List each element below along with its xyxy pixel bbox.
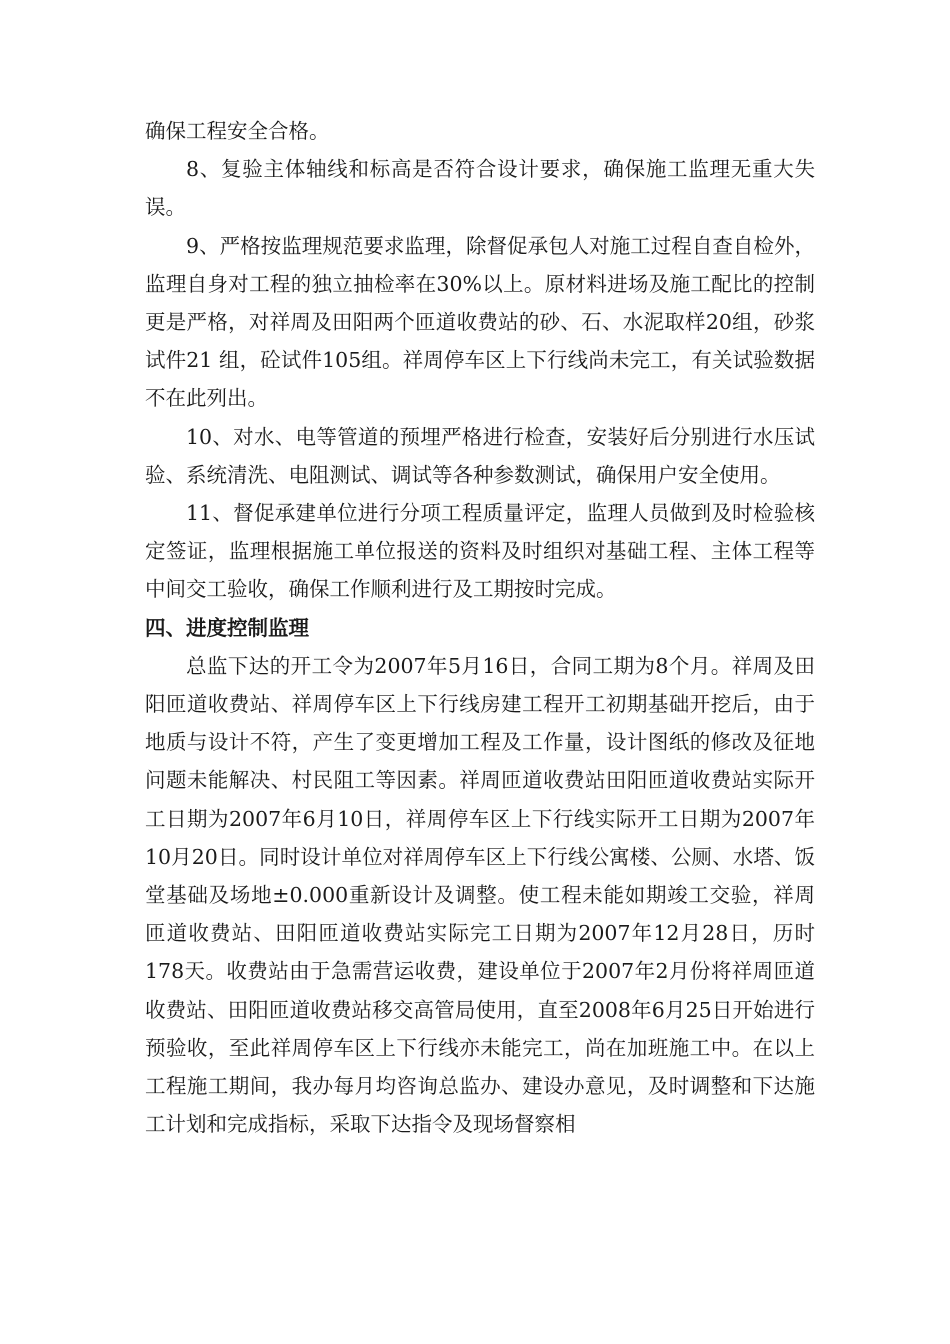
- paragraph-item-8: 8、复验主体轴线和标高是否符合设计要求，确保施工监理无重大失误。: [145, 157, 815, 220]
- section-heading: 四、进度控制监理: [145, 615, 309, 640]
- paragraph-continuation: 确保工程安全合格。: [145, 119, 330, 143]
- paragraph-item-11: 11、督促承建单位进行分项工程质量评定，监理人员做到及时检验核定签证，监理根据施工单位报送的资料及时组织对基础工程、主体工程等中间交工验收，确保工作顺利进行及工期按时完成。: [145, 501, 815, 602]
- paragraph-item-9: 9、严格按监理规范要求监理，除督促承包人对施工过程自查自检外，监理自身对工程的独立抽检率在30%以上。原材料进场及施工配比的控制更是严格，对祥周及田阳两个匝道收费站的砂、石、水泥取样20组，砂浆试件21 组，砼试件105组。祥周停车区上下行线尚未完工，有关试验数据不在此列出。: [145, 233, 815, 411]
- document-body: [145, 112, 815, 1143]
- section-paragraph: 总监下达的开工令为2007年5月16日，合同工期为8个月。祥周及田阳匝道收费站、祥周停车区上下行线房建工程开工初期基础开挖后，由于地质与设计不符，产生了变更增加工程及工作量，设计图纸的修改及征地问题未能解决、村民阻工等因素。祥周匝道收费站田阳匝道收费站实际开工日期为2007年6月10日，祥周停车区上下行线实际开工日期为2007年10月20日。同时设计单位对祥周停车区上下行线公寓楼、公厕、水塔、饭堂基础及场地±0.000重新设计及调整。使工程未能如期竣工交验，祥周匝道收费站、田阳匝道收费站实际完工日期为2007年12月28日，历时178天。收费站由于急需营运收费，建设单位于2007年2月份将祥周匝道收费站、田阳匝道收费站移交高管局使用，直至2008年6月25日开始进行预验收，至此祥周停车区上下行线亦未能完工，尚在加班施工中。在以上工程施工期间，我办每月均咨询总监办、建设办意见，及时调整和下达施工计划和完成指标，采取下达指令及现场督察相: [145, 653, 815, 1137]
- paragraph-item-10: 10、对水、电等管道的预埋严格进行检查，安装好后分别进行水压试验、系统清洗、电阻测试、调试等各种参数测试，确保用户安全使用。: [145, 424, 815, 487]
